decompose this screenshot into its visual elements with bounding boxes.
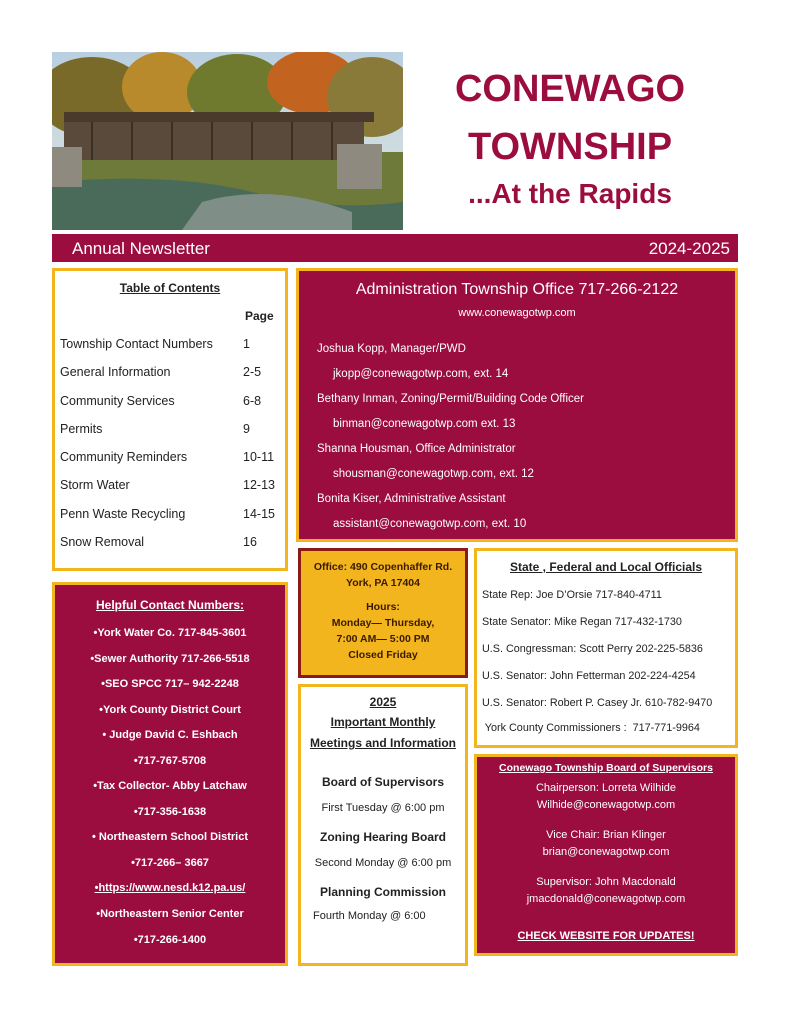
administration-panel — [296, 268, 738, 542]
admin-heading: Administration Township Office 717-266-2122 — [355, 281, 679, 298]
toc-item-page: 9 — [243, 422, 250, 436]
admin-staff-name: Bonita Kiser, Administrative Assistant — [317, 493, 506, 505]
office-closed: Closed Friday — [348, 649, 418, 661]
banner-year: 2024-2025 — [648, 239, 730, 258]
admin-staff-email: jkopp@conewagotwp.com, ext. 14 — [333, 368, 509, 380]
contact-line: •York Water Co. 717-845-3601 — [93, 627, 247, 639]
title-line-2: TOWNSHIP — [467, 126, 673, 168]
toc-page-heading: Page — [245, 309, 274, 323]
board-supervisor-email: jmacdonald@conewagotwp.com — [526, 893, 686, 905]
official-contact: State Rep: Joe D’Orsie 717-840-4711 — [482, 589, 662, 601]
school-district-link[interactable]: •https://www.nesd.k12.pa.us/ — [94, 882, 246, 894]
toc-item-page: 10-11 — [243, 450, 275, 464]
toc-item-page: 6-8 — [243, 394, 262, 408]
official-contact: York County Commissioners : 717-771-9964 — [482, 722, 700, 734]
admin-staff-email: binman@conewagotwp.com ext. 13 — [333, 418, 516, 430]
contact-line: •SEO SPCC 717– 942-2248 — [101, 678, 239, 690]
officials-panel — [474, 548, 738, 748]
toc-item-label: Community Services — [60, 394, 175, 408]
admin-staff-name: Bethany Inman, Zoning/Permit/Building Code Officer — [317, 393, 584, 405]
board-panel — [474, 754, 738, 956]
meeting-time: Second Monday @ 6:00 pm — [314, 857, 452, 869]
meeting-time: First Tuesday @ 6:00 pm — [321, 802, 445, 814]
title-line-1: CONEWAGO — [454, 68, 686, 110]
meeting-name: Board of Supervisors — [321, 775, 445, 789]
contact-line: •Northeastern Senior Center — [96, 908, 244, 920]
banner — [52, 234, 738, 262]
board-supervisor: Supervisor: John Macdonald — [536, 876, 676, 888]
toc-item-page: 16 — [243, 535, 257, 549]
contact-line: •Sewer Authority 717-266-5518 — [90, 653, 250, 665]
toc-item-label: Snow Removal — [60, 535, 145, 549]
meeting-name: Zoning Hearing Board — [320, 830, 446, 844]
board-chair-email: Wilhide@conewagotwp.com — [536, 799, 676, 811]
board-heading: Conewago Township Board of Supervisors — [499, 762, 713, 774]
contact-line: • Northeastern School District — [91, 831, 249, 843]
admin-staff-email: shousman@conewagotwp.com, ext. 12 — [333, 468, 534, 480]
table-of-contents — [52, 268, 288, 571]
office-address: Office: 490 Copenhaffer Rd. — [313, 561, 453, 573]
contact-line: • Judge David C. Eshbach — [102, 729, 238, 741]
admin-staff-email: assistant@conewagotwp.com, ext. 10 — [333, 518, 527, 530]
official-contact: U.S. Senator: Robert P. Casey Jr. 610-782-9470 — [482, 697, 713, 709]
toc-item-label: Permits — [60, 422, 103, 436]
office-hours-days: Monday— Thursday, — [331, 617, 435, 629]
office-city: York, PA 17404 — [346, 577, 420, 589]
board-vice-email: brian@conewagotwp.com — [542, 846, 670, 858]
admin-website: www.conewagotwp.com — [458, 307, 576, 319]
official-contact: U.S. Congressman: Scott Perry 202-225-5836 — [482, 643, 703, 655]
toc-item-label: Penn Waste Recycling — [60, 507, 186, 521]
office-info — [298, 548, 468, 678]
tagline: ...At the Rapids — [468, 178, 672, 209]
toc-item-page: 14-15 — [243, 507, 275, 521]
covered-bridge-photo — [52, 52, 403, 230]
board-vice-chair: Vice Chair: Brian Klinger — [546, 829, 666, 841]
toc-item-page: 12-13 — [243, 478, 275, 492]
helpful-heading: Helpful Contact Numbers: — [95, 598, 244, 612]
website-updates-link[interactable]: CHECK WEBSITE FOR UPDATES! — [517, 930, 695, 942]
office-hours-label: Hours: — [366, 601, 400, 613]
meeting-name: Planning Commission — [319, 885, 446, 899]
banner-label: Annual Newsletter — [72, 239, 210, 258]
office-hours-time: 7:00 AM— 5:00 PM — [336, 633, 430, 645]
contact-line: •717-767-5708 — [133, 755, 207, 767]
meetings-heading: Important Monthly — [330, 715, 436, 729]
board-chair: Chairperson: Lorreta Wilhide — [535, 782, 676, 794]
contact-line: •717-266– 3667 — [131, 857, 209, 869]
official-contact: State Senator: Mike Regan 717-432-1730 — [482, 616, 682, 628]
toc-item-label: Township Contact Numbers — [60, 337, 213, 351]
official-contact: U.S. Senator: John Fetterman 202-224-4254 — [482, 670, 696, 682]
toc-heading: Table of Contents — [119, 281, 221, 295]
toc-item-label: General Information — [60, 365, 171, 379]
officials-heading: State , Federal and Local Officials — [509, 560, 703, 574]
toc-item-label: Community Reminders — [60, 450, 188, 464]
admin-staff-name: Joshua Kopp, Manager/PWD — [317, 343, 466, 355]
toc-item-page: 1 — [243, 337, 250, 351]
contact-line: •717-356-1638 — [133, 806, 207, 818]
helpful-contacts-panel — [52, 582, 288, 966]
toc-item-page: 2-5 — [243, 365, 262, 379]
toc-item-label: Storm Water — [60, 478, 130, 492]
meetings-year: 2025 — [369, 695, 397, 709]
meetings-heading: Meetings and Information — [309, 736, 456, 750]
meetings-panel — [298, 684, 468, 966]
admin-staff-name: Shanna Housman, Office Administrator — [317, 443, 516, 455]
contact-line: •Tax Collector- Abby Latchaw — [93, 780, 247, 792]
contact-line: •717-266-1400 — [133, 934, 207, 946]
contact-line: •York County District Court — [99, 704, 241, 716]
meeting-time: Fourth Monday @ 6:00 — [313, 910, 426, 922]
